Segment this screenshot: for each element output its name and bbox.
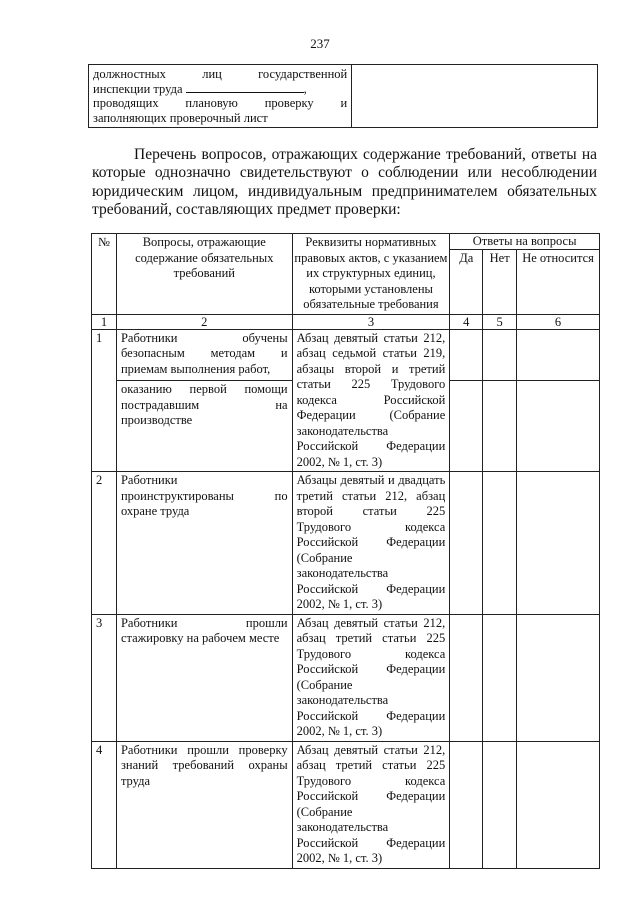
header-no: Нет [483,250,517,315]
row-number: 3 [92,614,117,741]
legal-ref-cell: Абзац девятый статьи 212, абзац третий статьи 225 Трудового кодекса Российской Федерации (Собрание законодательства Российской Федерации 2002, № 1, ст. 3) [292,741,450,868]
header-yes: Да [450,250,483,315]
header-na: Не относится [517,250,600,315]
table-row [92,741,600,868]
answer-yes-cell[interactable] [450,472,483,615]
answer-no-cell[interactable] [483,329,517,381]
question-cell: Работники прошли проверку знаний требований охраны труда [116,741,292,868]
row-number: 1 [92,329,117,472]
col-number: 4 [450,314,483,329]
table-row [92,329,600,381]
col-number: 1 [92,314,117,329]
header-questions: Вопросы, отражающие содержание обязательных требований [116,234,292,315]
answer-na-cell[interactable] [517,741,600,868]
header-num: № [92,234,117,315]
answer-yes-cell[interactable] [450,329,483,381]
inspector-line-4: заполняющих проверочный лист [93,110,268,125]
header-refs: Реквизиты нормативных правовых актов, с указанием их структурных единиц, которыми установлены обязательные требования [292,234,450,315]
row-number: 4 [92,741,117,868]
intro-paragraph: Перечень вопросов, отражающих содержание требований, ответы на которые однозначно свидетельствуют о соблюдении или несоблюдении юридическим лицом, индивидуальным предпринимателем обязательных требований, составляющих предмет проверки: [92,146,597,218]
checklist-table [91,233,600,869]
header-answers: Ответы на вопросы [450,234,600,250]
table-row [92,614,600,741]
inspector-line-3: проводящих плановую проверку и [93,96,348,111]
answer-na-cell[interactable] [517,329,600,381]
legal-ref-cell: Абзац девятый статьи 212, абзац третий статьи 225 Трудового кодекса Российской Федерации (Собрание законодательства Российской Федерации 2002, № 1, ст. 3) [292,614,450,741]
answer-no-cell[interactable] [483,614,517,741]
col-number: 2 [116,314,292,329]
page-number: 237 [310,36,330,51]
question-cell: Работники обучены безопасным методам и приемам выполнения работ, [116,329,292,381]
answer-no-cell[interactable] [483,741,517,868]
inspector-line-2: инспекции труда , [93,81,307,96]
answer-na-cell[interactable] [517,381,600,472]
answer-na-cell[interactable] [517,472,600,615]
answer-yes-cell[interactable] [450,741,483,868]
table-row [92,472,600,615]
legal-ref-cell: Абзац девятый статьи 212, абзац седьмой статьи 219, абзацы второй и третий статьи 225 Трудового кодекса Российской Федерации (Собрание законодательства Российской Федерации 2002, № 1, ст. 3) [292,329,450,472]
col-number: 5 [483,314,517,329]
question-cell: оказанию первой помощи пострадавшим на производстве [116,381,292,472]
col-number: 3 [292,314,450,329]
row-number: 2 [92,472,117,615]
answer-na-cell[interactable] [517,614,600,741]
answer-no-cell[interactable] [483,381,517,472]
fill-in-line[interactable] [186,82,304,93]
col-number: 6 [517,314,600,329]
answer-yes-cell[interactable] [450,381,483,472]
inspector-box-text [89,65,352,128]
answer-no-cell[interactable] [483,472,517,615]
answer-yes-cell[interactable] [450,614,483,741]
inspector-box [88,64,598,128]
inspector-box-signature-cell[interactable] [352,65,598,128]
inspector-line-1: должностных лиц государственной [93,67,348,81]
legal-ref-cell: Абзацы девятый и двадцать третий статьи 212, абзац второй статьи 225 Трудового кодекса Российской Федерации (Собрание законодательства Российской Федерации 2002, № 1, ст. 3) [292,472,450,615]
question-cell: Работники прошли стажировку на рабочем месте [116,614,292,741]
question-cell: Работники проинструктированы по охране труда [116,472,292,615]
